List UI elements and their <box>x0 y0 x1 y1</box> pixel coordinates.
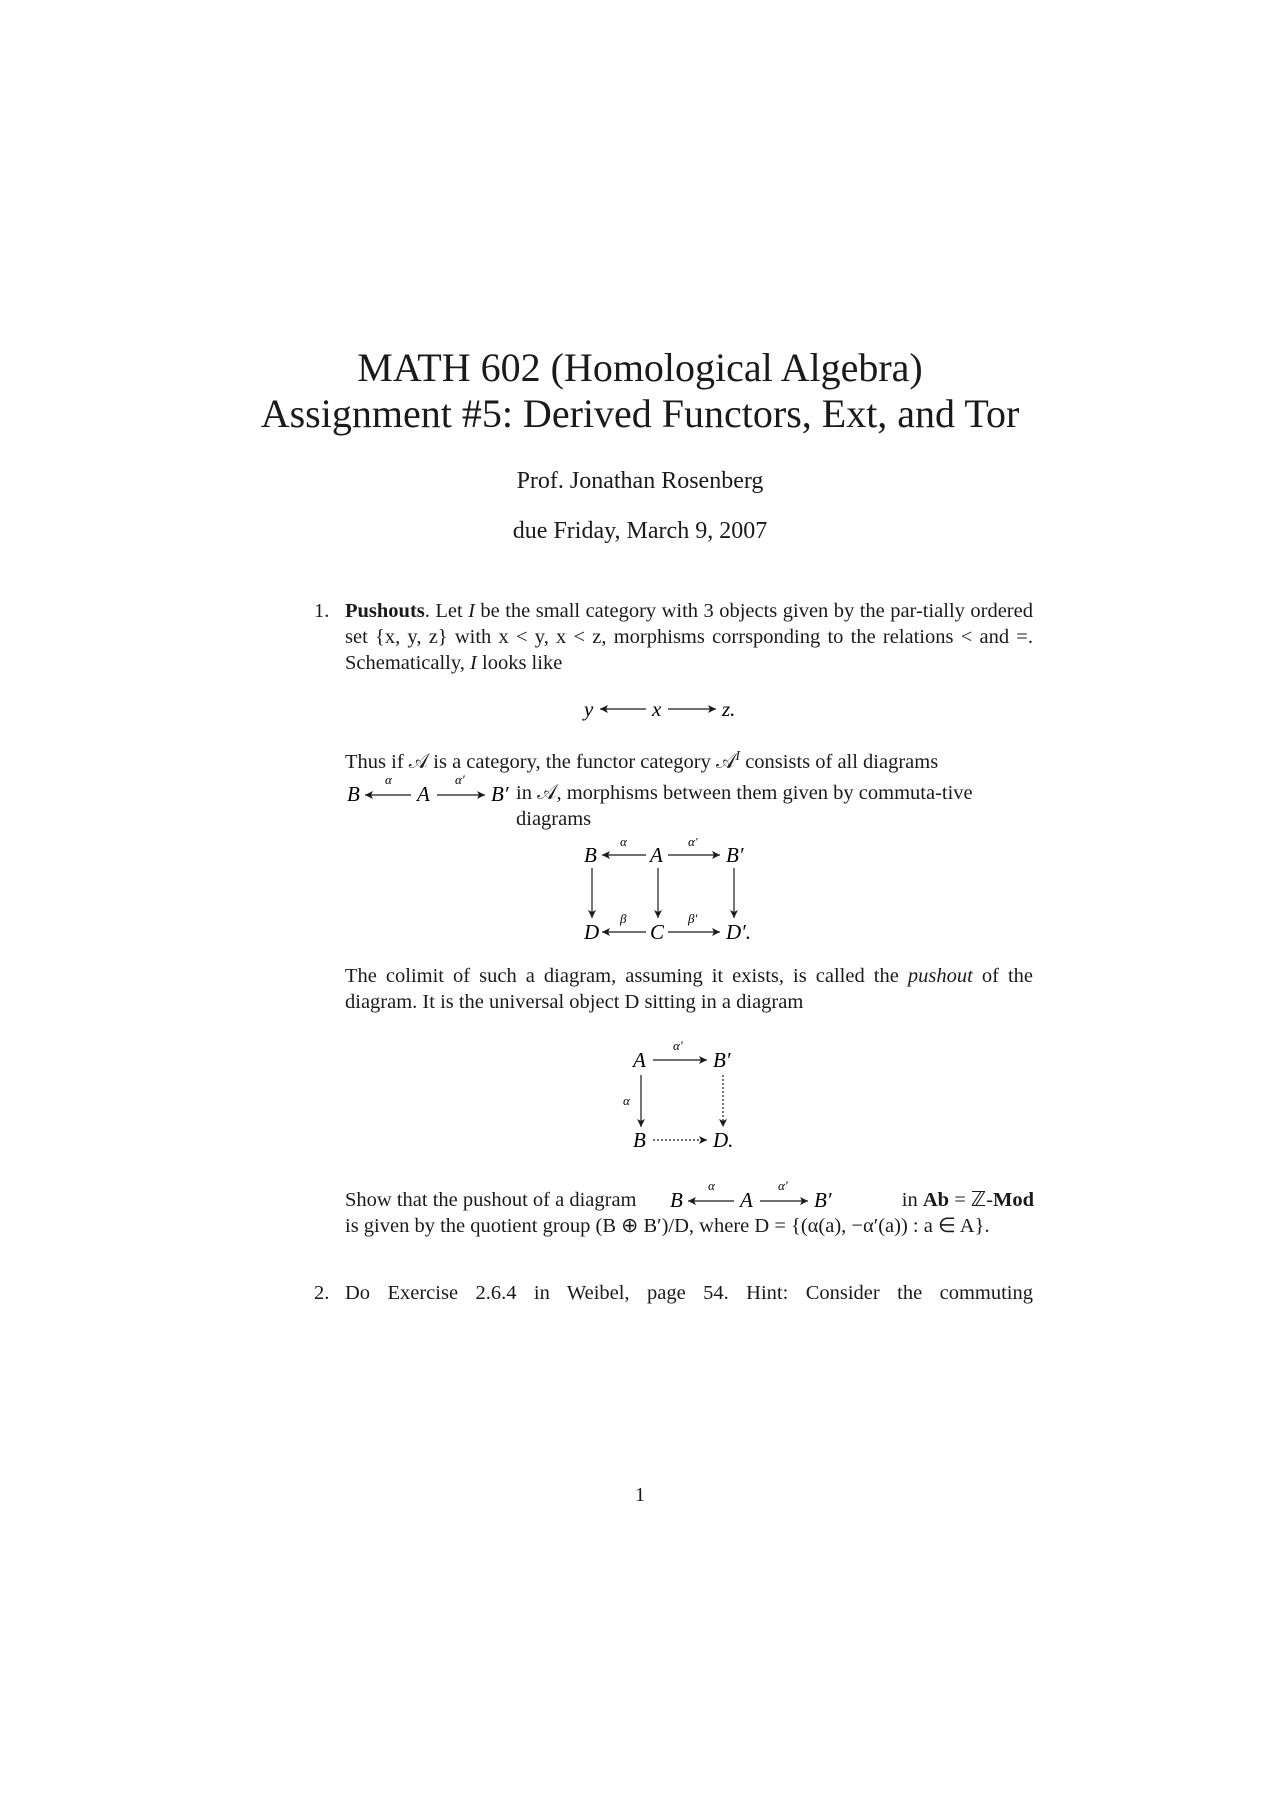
title-line-2: Assignment #5: Derived Functors, Ext, and Tor <box>260 391 1020 436</box>
diagram-y-x-z <box>580 692 780 726</box>
quotient-text: is given by the quotient group (B ⊕ B′)/D, where D = {(α(a), −α′(a)) : a ∈ A}. <box>345 1215 990 1237</box>
problem-2-number: 2. <box>314 1282 330 1304</box>
svg-text:A: A <box>650 843 663 867</box>
svg-text:A: A <box>633 1048 646 1072</box>
pushouts-heading: Pushouts <box>345 600 425 622</box>
page-number: 1 <box>634 1484 646 1506</box>
author: Prof. Jonathan Rosenberg <box>516 468 764 494</box>
pushout-term: pushout <box>907 965 973 987</box>
due-date: due Friday, March 9, 2007 <box>512 518 768 544</box>
diagram-label-y: y <box>584 697 594 721</box>
svg-text:B′: B′ <box>491 782 509 806</box>
svg-text:B′: B′ <box>814 1188 832 1212</box>
functor-category-text: Thus if 𝒜 is a category, the functor category 𝒜$^I$ consists of all diagrams <box>345 749 939 773</box>
svg-text:β: β <box>620 911 627 926</box>
svg-text:α′: α′ <box>688 838 698 849</box>
pushout-diagram <box>615 1035 765 1155</box>
svg-text:B: B <box>347 782 360 806</box>
diagram-label-z: z. <box>722 697 736 721</box>
problem-1-number: 1. <box>314 600 330 622</box>
morphisms-text: in 𝒜, morphisms between them given by commuta-tive diagrams <box>516 782 973 830</box>
svg-text:α: α <box>620 838 627 849</box>
svg-text:C: C <box>650 920 665 944</box>
svg-text:β′: β′ <box>688 911 698 926</box>
svg-text:α: α <box>708 1178 715 1193</box>
svg-text:B: B <box>633 1128 646 1152</box>
svg-text:A: A <box>740 1188 753 1212</box>
colimit-text: The colimit of such a diagram, assuming it exists, is called the pushout of the diagram. It is the universal object D sitting in a diagram <box>345 965 1033 1013</box>
commutative-diagram <box>580 838 780 950</box>
svg-text:α: α <box>623 1093 630 1108</box>
svg-text:D.: D. <box>713 1128 734 1152</box>
svg-text:α′: α′ <box>455 772 465 787</box>
svg-text:α: α <box>385 772 392 787</box>
inline-diagram-span-2 <box>668 1176 864 1214</box>
show-text: Show that the pushout of a diagram <box>345 1189 637 1211</box>
svg-text:D′.: D′. <box>726 920 752 944</box>
svg-text:B′: B′ <box>726 843 744 867</box>
problem-2-text: Do Exercise 2.6.4 in Weibel, page 54. Hint: Consider the commuting <box>345 1282 1033 1304</box>
svg-text:B: B <box>584 843 597 867</box>
svg-text:B: B <box>670 1188 683 1212</box>
title-line-1: MATH 602 (Homological Algebra) <box>357 345 923 390</box>
svg-text:D: D <box>584 920 600 944</box>
inline-diagram-span <box>345 770 515 808</box>
problem-1-intro: Pushouts. Let I be the small category with 3 objects given by the par-tially ordered set {x, y, z} with x < y, x < z, morphisms corrsponding to the relations < and =. Schematically, I looks like <box>345 600 1033 674</box>
svg-text:α′: α′ <box>778 1178 788 1193</box>
svg-text:A: A <box>417 782 430 806</box>
diagram-label-x: x <box>652 697 662 721</box>
svg-text:α′: α′ <box>673 1038 683 1053</box>
ab-zmod-text: in Ab = ℤ-Mod <box>901 1189 1034 1211</box>
svg-text:B′: B′ <box>713 1048 731 1072</box>
